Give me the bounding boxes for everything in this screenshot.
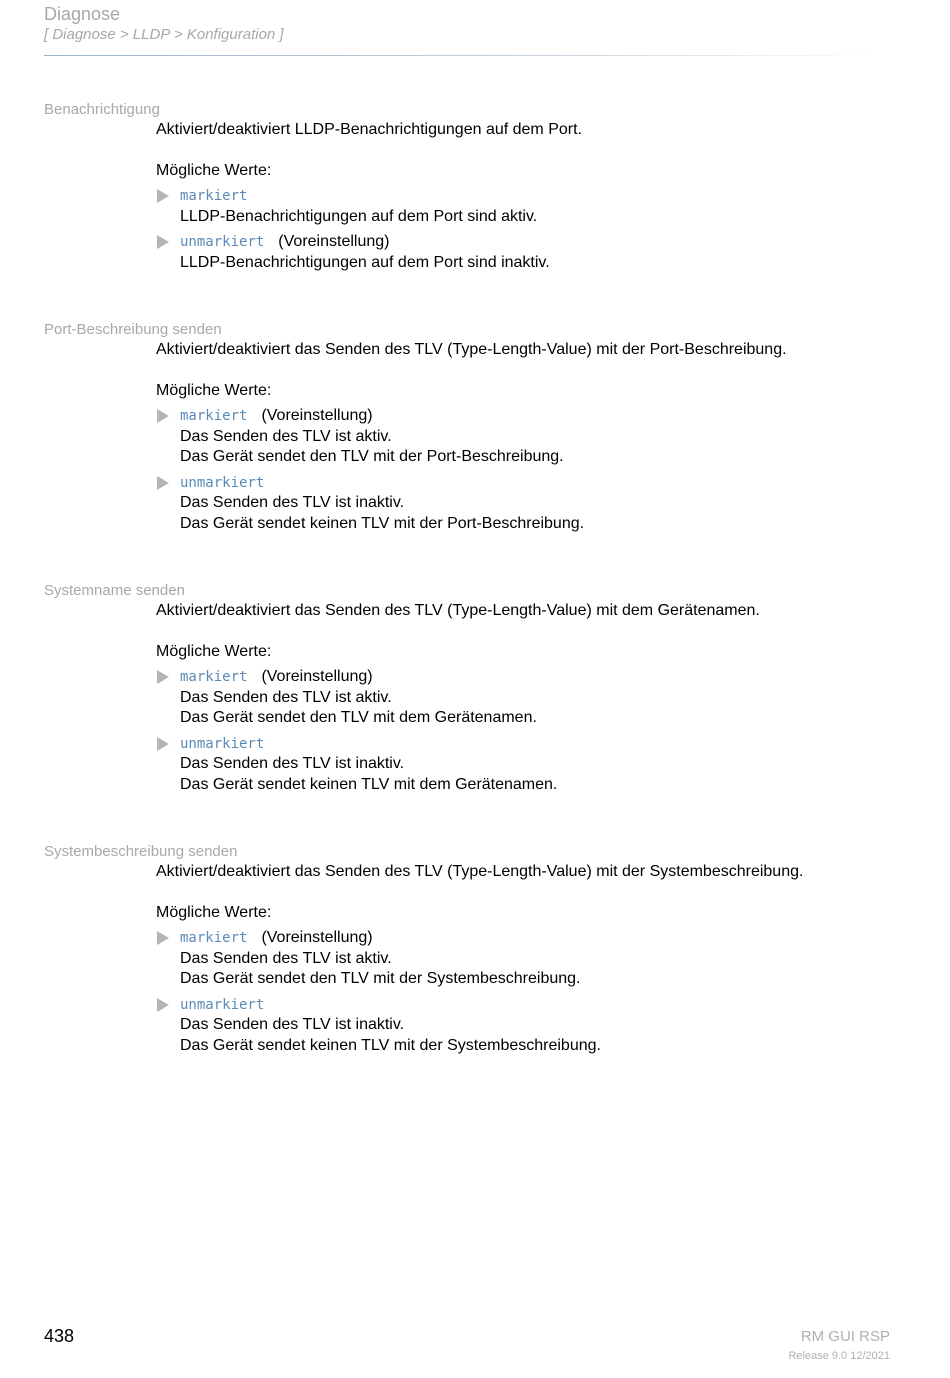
- value-explanation: Das Senden des TLV ist inaktiv.: [180, 1016, 405, 1033]
- breadcrumb: [ Diagnose > LLDP > Konfiguration ]: [44, 26, 284, 43]
- section-label: Port-Beschreibung senden: [44, 321, 222, 338]
- value-code: markiert: [180, 930, 248, 946]
- value-default-note: (Voreinstellung): [278, 233, 390, 250]
- value-head: [180, 232, 896, 253]
- value-item: [156, 995, 896, 1057]
- value-explanation: Das Gerät sendet den TLV mit der Port-Beschreibung.: [180, 448, 564, 465]
- value-code: unmarkiert: [180, 735, 265, 752]
- section-body: [156, 601, 896, 800]
- value-code: unmarkiert: [180, 474, 265, 491]
- value-explanation: Das Gerät sendet keinen TLV mit dem Gerätenamen.: [180, 775, 558, 793]
- page-number: 438: [44, 1326, 75, 1346]
- value-item: [156, 667, 896, 729]
- triangle-right-icon: [157, 476, 169, 490]
- value-explanation: Das Senden des TLV ist aktiv.: [180, 949, 392, 967]
- section-label: Systemname senden: [44, 582, 185, 599]
- possible-values-label: Mögliche Werte:: [156, 161, 272, 179]
- possible-values-label: Mögliche Werte:: [156, 903, 272, 921]
- value-code: unmarkiert: [180, 234, 265, 250]
- triangle-right-icon: [157, 670, 169, 684]
- value-default-note: (Voreinstellung): [261, 407, 373, 424]
- value-explanation: Das Gerät sendet keinen TLV mit der Port-Beschreibung.: [180, 514, 585, 532]
- section-description: Aktiviert/deaktiviert das Senden des TLV (Type-Length-Value) mit der Systembeschreibung.: [156, 863, 804, 880]
- possible-values-label: Mögliche Werte:: [156, 642, 272, 660]
- value-explanation: Das Gerät sendet keinen TLV mit der Systembeschreibung.: [180, 1036, 601, 1054]
- value-head: [180, 406, 896, 427]
- section-description: Aktiviert/deaktiviert LLDP-Benachrichtigungen auf dem Port.: [156, 121, 582, 138]
- triangle-right-icon: [157, 189, 169, 203]
- triangle-right-icon: [157, 737, 169, 751]
- value-head: [180, 667, 896, 688]
- header-divider: [44, 55, 884, 56]
- footer-release: Release 9.0 12/2021: [788, 1350, 890, 1362]
- footer-doc-name: RM GUI RSP: [800, 1328, 890, 1345]
- value-head: [180, 186, 896, 207]
- value-explanation: Das Gerät sendet den TLV mit der Systembeschreibung.: [180, 970, 581, 987]
- triangle-right-icon: [157, 998, 169, 1012]
- section-body: [156, 120, 896, 278]
- value-item: [156, 186, 896, 227]
- possible-values-label: Mögliche Werte:: [156, 381, 272, 399]
- triangle-right-icon: [157, 235, 169, 249]
- triangle-right-icon: [157, 409, 169, 423]
- value-default-note: (Voreinstellung): [261, 929, 373, 946]
- value-item: [156, 406, 896, 468]
- value-explanation: Das Senden des TLV ist inaktiv.: [180, 755, 405, 772]
- value-explanation: LLDP-Benachrichtigungen auf dem Port sind inaktiv.: [180, 253, 550, 271]
- section-description: Aktiviert/deaktiviert das Senden des TLV (Type-Length-Value) mit dem Gerätenamen.: [156, 602, 760, 619]
- triangle-right-icon: [157, 931, 169, 945]
- value-code: markiert: [180, 669, 248, 685]
- page-title: Diagnose: [44, 4, 121, 24]
- value-item: [156, 473, 896, 535]
- value-item: [156, 232, 896, 273]
- page-header: [44, 2, 884, 45]
- section-label: Benachrichtigung: [44, 101, 160, 118]
- section-label: Systembeschreibung senden: [44, 843, 238, 860]
- section-body: [156, 340, 896, 539]
- value-head: [180, 995, 896, 1016]
- value-explanation: Das Senden des TLV ist aktiv.: [180, 688, 392, 706]
- value-item: [156, 928, 896, 990]
- value-head: [180, 473, 896, 494]
- value-code: markiert: [180, 408, 248, 424]
- value-default-note: (Voreinstellung): [261, 668, 373, 685]
- section-description: Aktiviert/deaktiviert das Senden des TLV (Type-Length-Value) mit der Port-Beschreibung.: [156, 341, 787, 358]
- value-head: [180, 928, 896, 949]
- value-explanation: Das Gerät sendet den TLV mit dem Gerätenamen.: [180, 709, 537, 726]
- value-code: unmarkiert: [180, 996, 265, 1013]
- footer-doc-info: [788, 1328, 890, 1364]
- section-body: [156, 862, 896, 1061]
- value-explanation: Das Senden des TLV ist aktiv.: [180, 427, 392, 445]
- value-explanation: Das Senden des TLV ist inaktiv.: [180, 494, 405, 511]
- value-item: [156, 734, 896, 796]
- value-head: [180, 734, 896, 755]
- value-explanation: LLDP-Benachrichtigungen auf dem Port sind aktiv.: [180, 207, 538, 225]
- value-code: markiert: [180, 188, 248, 204]
